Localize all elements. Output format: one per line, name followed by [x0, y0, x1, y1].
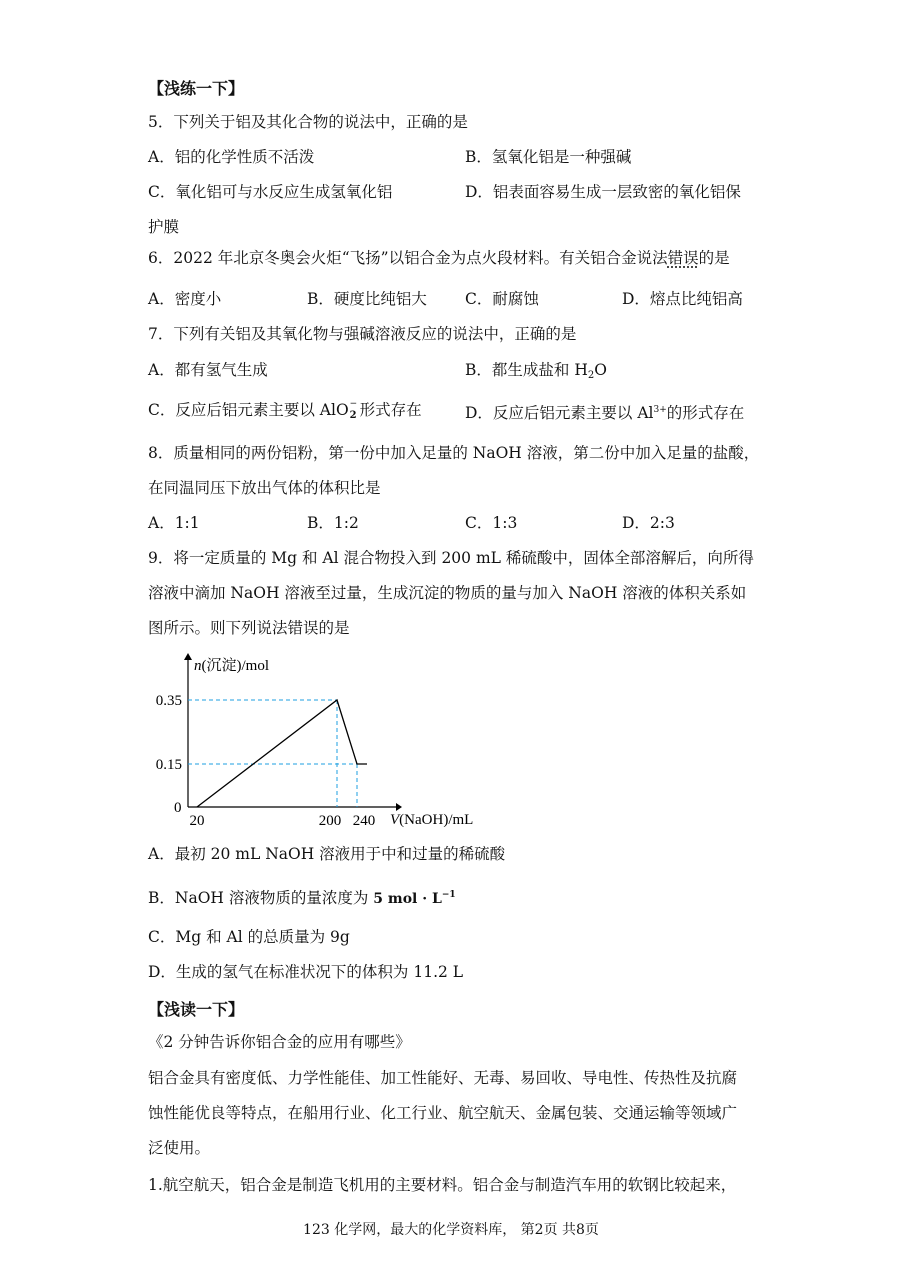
x-axis-arrow [396, 803, 402, 811]
page-footer: 123 化学网，最大的化学资料库， 第2页 共8页 [303, 1222, 599, 1238]
question-9-option-b [148, 885, 456, 909]
question-7-option-d [465, 400, 744, 423]
question-9-stem-line3: 图所示。则下列说法错误的是 [148, 619, 350, 637]
y-axis-arrow [184, 653, 192, 660]
question-5-option-c: C．氧化铝可与水反应生成氢氧化铝 [148, 183, 393, 201]
reading-title: 《2 分钟告诉你铝合金的应用有哪些》 [148, 1033, 411, 1051]
question-5-option-d-continued: 护膜 [148, 218, 180, 236]
question-8-option-c: C．1:3 [465, 514, 518, 532]
reading-paragraph-1-line1: 铝合金具有密度低、力学性能佳、加工性能好、无毒、易回收、导电性、传热性及抗腐 [148, 1069, 738, 1087]
question-7-option-a: A．都有氢气生成 [148, 361, 268, 379]
question-6-stem-emphasis: 错误 [667, 249, 699, 267]
question-9-option-a: A．最初 20 mL NaOH 溶液用于中和过量的稀硫酸 [148, 845, 506, 863]
question-9-option-b-superscript: −1 [441, 890, 456, 900]
y-axis-label: n(沉淀)/mol [194, 658, 269, 674]
question-8-option-a: A．1:1 [148, 514, 200, 532]
question-7-option-d-text: D．反应后铝元素主要以 Al [465, 404, 654, 422]
question-6-option-b: B．硬度比纯铝大 [307, 290, 427, 308]
question-9-stem-line2: 溶液中滴加 NaOH 溶液至过量，生成沉淀的物质的量与加入 NaOH 溶液的体积关系如 [148, 584, 747, 602]
question-8-stem-line2: 在同温同压下放出气体的体积比是 [148, 479, 381, 497]
question-5-stem: 5．下列关于铝及其化合物的说法中，正确的是 [148, 113, 468, 131]
question-9-option-b-text: B．NaOH 溶液物质的量浓度为 [148, 889, 374, 907]
question-8-stem-line1: 8．质量相同的两份铝粉，第一份中加入足量的 NaOH 溶液，第二份中加入足量的盐酸， [148, 444, 760, 462]
origin-label: 0 [174, 800, 182, 816]
question-7-option-b-text: B．都生成盐和 H [465, 361, 588, 379]
question-7-stem: 7．下列有关铝及其氧化物与强碱溶液反应的说法中，正确的是 [148, 325, 577, 343]
x-axis-label: V(NaOH)/mL [390, 812, 474, 828]
question-9-option-d: D．生成的氢气在标准状况下的体积为 11.2 L [148, 963, 464, 981]
reading-paragraph-1-line3: 泛使用。 [148, 1139, 211, 1157]
question-7-option-b [465, 360, 607, 386]
question-7-option-c-text: C．反应后铝元素主要以 AlO [148, 401, 349, 419]
question-7-option-b-subscript: 2 [587, 370, 595, 381]
section-title-practice: 【浅练一下】 [148, 79, 245, 98]
question-7-option-c-superscript: − [349, 399, 358, 409]
x-tick-label-200: 200 [318, 813, 342, 829]
reading-paragraph-2-line1: 1.航空航天，铝合金是制造飞机用的主要材料。铝合金与制造汽车用的软钢比较起来， [148, 1176, 737, 1194]
question-6-option-c: C．耐腐蚀 [465, 290, 539, 308]
reading-paragraph-1-line2: 蚀性能优良等特点，在船用行业、化工行业、航空航天、金属包装、交通运输等领域广 [148, 1104, 738, 1122]
question-7-option-c-text-end: 形式存在 [359, 401, 422, 419]
question-7-option-b-text-end: O [594, 361, 607, 379]
question-5-option-d: D．铝表面容易生成一层致密的氧化铝保 [465, 183, 741, 201]
chart-plot-area [156, 653, 474, 829]
question-7-option-c-subscript: 2 [349, 410, 357, 421]
question-5-option-a: A．铝的化学性质不活泼 [148, 148, 315, 166]
question-8-option-b: B．1:2 [307, 514, 359, 532]
question-6-option-a: A．密度小 [148, 290, 222, 308]
question-7-option-d-superscript: 3+ [653, 405, 667, 415]
x-tick-label-240: 240 [352, 813, 376, 829]
y-tick-label-0.35: 0.35 [155, 693, 182, 709]
series-line-0 [197, 700, 367, 807]
question-6-option-d: D．熔点比纯铝高 [622, 290, 743, 308]
question-7-option-d-text-end: 的形式存在 [666, 404, 745, 422]
x-tick-label-20: 20 [189, 813, 205, 829]
section-title-reading: 【浅读一下】 [148, 1000, 245, 1019]
question-5-option-b: B．氢氧化铝是一种强碱 [465, 148, 632, 166]
question-9-option-b-value: 5 mol · L [373, 891, 442, 907]
question-7-option-c [148, 400, 422, 420]
y-tick-label-0.15: 0.15 [155, 757, 182, 773]
question-9-option-c: C．Mg 和 Al 的总质量为 9g [148, 928, 350, 946]
question-6-stem [148, 248, 730, 268]
question-9-stem-line1: 9．将一定质量的 Mg 和 Al 混合物投入到 200 mL 稀硫酸中，固体全部溶解后，向所得 [148, 549, 754, 567]
question-6-stem-pre: 6．2022 年北京冬奥会火炬“飞扬”以铝合金为点火段材料。有关铝合金说法 [148, 249, 668, 267]
precipitate-volume-chart [140, 648, 500, 833]
question-8-option-d: D．2:3 [622, 514, 675, 532]
question-6-stem-post: 的是 [698, 249, 730, 267]
question-7-option-c-ion-scripts [349, 400, 360, 420]
